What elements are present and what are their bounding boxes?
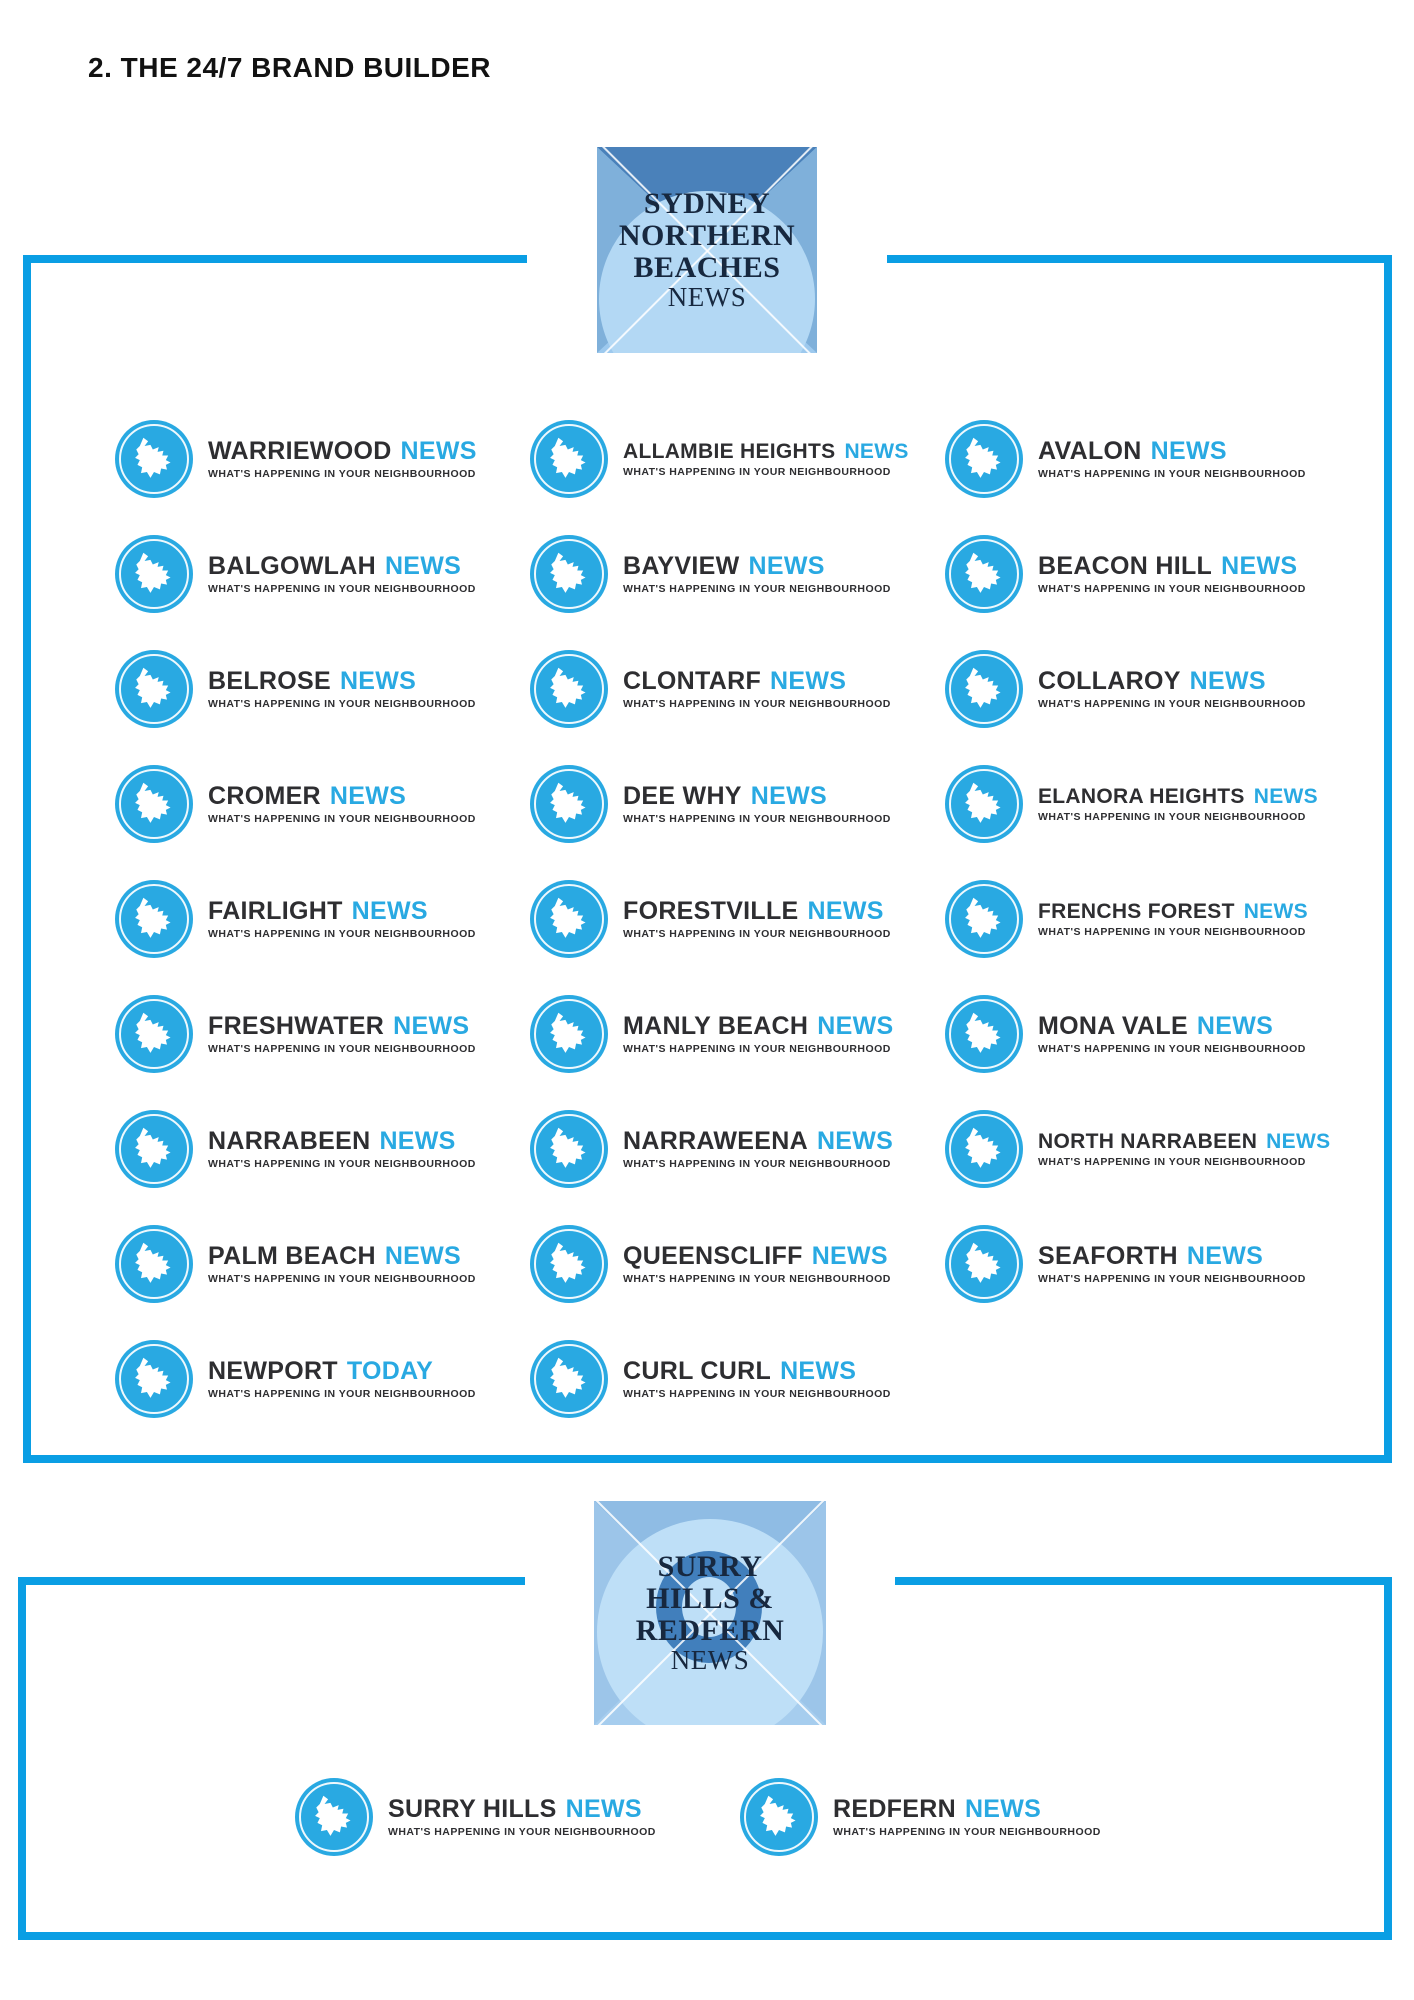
brand-suffix: NEWS	[770, 666, 847, 695]
brand-name-line	[388, 1794, 656, 1823]
brand-logo	[295, 1778, 740, 1856]
brand-name-line	[1038, 551, 1306, 580]
map-silhouette-icon	[128, 1008, 180, 1060]
brand-tagline: WHAT'S HAPPENING IN YOUR NEIGHBOURHOOD	[208, 1272, 476, 1285]
brand-name-line	[623, 1241, 891, 1270]
brand-text	[208, 1126, 476, 1170]
brand-suffix: NEWS	[351, 896, 428, 925]
badge-square	[597, 147, 817, 353]
map-silhouette-icon	[543, 1008, 595, 1060]
brand-logo-mark	[115, 650, 193, 728]
brand-logo-mark	[945, 535, 1023, 613]
brand-tagline: WHAT'S HAPPENING IN YOUR NEIGHBOURHOOD	[623, 465, 891, 478]
brand-logo-mark	[530, 765, 608, 843]
map-silhouette-icon	[543, 778, 595, 830]
brand-logo-mark	[115, 1340, 193, 1418]
brand-name: SEAFORTH	[1038, 1241, 1178, 1270]
brand-name: COLLAROY	[1038, 666, 1181, 695]
brand-tagline: WHAT'S HAPPENING IN YOUR NEIGHBOURHOOD	[623, 812, 891, 825]
brand-text	[1038, 1011, 1306, 1055]
brand-logo	[945, 1110, 1360, 1188]
brand-name-line	[208, 1011, 476, 1040]
brand-name: BEACON HILL	[1038, 551, 1213, 580]
brand-tagline: WHAT'S HAPPENING IN YOUR NEIGHBOURHOOD	[1038, 925, 1306, 938]
brand-suffix: NEWS	[329, 781, 407, 810]
brand-logo	[945, 880, 1360, 958]
brand-logo	[530, 765, 945, 843]
brand-text	[208, 666, 476, 710]
brand-logo	[530, 420, 945, 498]
brand-name: DEE WHY	[623, 781, 742, 810]
brand-name: BAYVIEW	[623, 551, 740, 580]
map-silhouette-icon	[543, 1238, 595, 1290]
brand-text	[623, 1356, 891, 1400]
map-silhouette-icon	[543, 1353, 595, 1405]
brand-name: SURRY HILLS	[388, 1794, 557, 1823]
map-silhouette-icon	[543, 1123, 595, 1175]
brand-logo	[740, 1778, 1185, 1856]
brand-logo	[115, 1110, 530, 1188]
brand-name: NARRABEEN	[208, 1126, 371, 1155]
brand-tagline: WHAT'S HAPPENING IN YOUR NEIGHBOURHOOD	[623, 927, 891, 940]
map-silhouette-icon	[128, 548, 180, 600]
badge-line: BEACHES	[633, 250, 781, 284]
brand-logo-mark	[530, 650, 608, 728]
brand-name-line	[1038, 666, 1306, 695]
brand-logo	[945, 1225, 1360, 1303]
brand-name-line	[1038, 1131, 1330, 1152]
map-silhouette-icon	[543, 663, 595, 715]
brand-name: WARRIEWOOD	[208, 436, 392, 465]
brand-name-line	[1038, 436, 1306, 465]
brand-tagline: WHAT'S HAPPENING IN YOUR NEIGHBOURHOOD	[208, 697, 476, 710]
brand-tagline: WHAT'S HAPPENING IN YOUR NEIGHBOURHOOD	[1038, 697, 1306, 710]
brand-text	[1038, 1131, 1330, 1168]
northern-beaches-brand-grid	[115, 420, 1360, 1416]
brand-logo-mark	[945, 420, 1023, 498]
brand-tagline: WHAT'S HAPPENING IN YOUR NEIGHBOURHOOD	[623, 1387, 891, 1400]
badge-line: NEWS	[667, 282, 747, 313]
brand-name-line	[623, 551, 891, 580]
brand-name: PALM BEACH	[208, 1241, 376, 1270]
brand-logo	[115, 995, 530, 1073]
brand-name: FRESHWATER	[208, 1011, 385, 1040]
brand-text	[623, 441, 909, 478]
brand-logo-mark	[945, 1225, 1023, 1303]
brand-name-line	[1038, 1241, 1306, 1270]
brand-suffix: NEWS	[1150, 436, 1227, 465]
brand-name: NARRAWEENA	[623, 1126, 808, 1155]
brand-suffix: NEWS	[816, 1126, 894, 1155]
map-silhouette-icon	[958, 1238, 1010, 1290]
map-silhouette-icon	[308, 1791, 360, 1843]
brand-logo	[530, 535, 945, 613]
brand-text	[388, 1794, 656, 1838]
brand-logo	[945, 765, 1360, 843]
brand-text	[208, 1241, 476, 1285]
brand-name: NORTH NARRABEEN	[1038, 1129, 1258, 1153]
map-silhouette-icon	[958, 1008, 1010, 1060]
map-silhouette-icon	[128, 663, 180, 715]
brand-logo-mark	[115, 420, 193, 498]
brand-name-line	[1038, 786, 1318, 807]
brand-logo-mark	[945, 1110, 1023, 1188]
brand-logo-mark	[115, 1225, 193, 1303]
brand-text	[208, 551, 476, 595]
brand-suffix: NEWS	[379, 1126, 456, 1155]
brand-name-line	[208, 896, 476, 925]
brand-logo-mark	[945, 995, 1023, 1073]
brand-text	[623, 1126, 894, 1170]
brand-suffix: NEWS	[811, 1241, 888, 1270]
brand-suffix: NEWS	[748, 551, 825, 580]
brand-logo	[115, 535, 530, 613]
brand-text	[623, 1011, 894, 1055]
brand-name-line	[208, 436, 477, 465]
brand-name: NEWPORT	[208, 1356, 338, 1385]
brand-text	[833, 1794, 1101, 1838]
brand-text	[208, 896, 476, 940]
brand-logo-mark	[530, 535, 608, 613]
brand-tagline: WHAT'S HAPPENING IN YOUR NEIGHBOURHOOD	[208, 1387, 476, 1400]
brand-logo	[115, 1225, 530, 1303]
brand-suffix: NEWS	[844, 439, 909, 463]
brand-name: BALGOWLAH	[208, 551, 376, 580]
brand-name: FORESTVILLE	[623, 896, 799, 925]
brand-logo	[530, 995, 945, 1073]
brand-suffix: NEWS	[1196, 1011, 1274, 1040]
brand-suffix: NEWS	[964, 1794, 1042, 1823]
map-silhouette-icon	[958, 433, 1010, 485]
brand-text	[208, 1356, 476, 1400]
map-silhouette-icon	[128, 1353, 180, 1405]
brand-logo-mark	[295, 1778, 373, 1856]
brand-name-line	[623, 896, 891, 925]
brand-suffix: NEWS	[1243, 899, 1308, 923]
brand-text	[623, 551, 891, 595]
brand-tagline: WHAT'S HAPPENING IN YOUR NEIGHBOURHOOD	[623, 1272, 891, 1285]
brand-logo-mark	[115, 995, 193, 1073]
map-silhouette-icon	[958, 893, 1010, 945]
brand-name-line	[1038, 901, 1308, 922]
brand-logo	[530, 1110, 945, 1188]
brand-logo	[530, 650, 945, 728]
page-title: 2. THE 24/7 BRAND BUILDER	[88, 52, 492, 83]
brand-logo	[115, 880, 530, 958]
brand-logo-mark	[530, 420, 608, 498]
brand-name-line	[208, 1241, 476, 1270]
brand-name-line	[208, 666, 476, 695]
brand-name-line	[1038, 1011, 1306, 1040]
brand-suffix: NEWS	[339, 666, 417, 695]
brand-text	[623, 1241, 891, 1285]
brand-name-line	[623, 1126, 894, 1155]
brand-suffix: NEWS	[807, 896, 884, 925]
map-silhouette-icon	[753, 1791, 805, 1843]
brand-name: MONA VALE	[1038, 1011, 1188, 1040]
brand-tagline: WHAT'S HAPPENING IN YOUR NEIGHBOURHOOD	[623, 1157, 891, 1170]
brand-tagline: WHAT'S HAPPENING IN YOUR NEIGHBOURHOOD	[388, 1825, 656, 1838]
brand-logo-mark	[945, 880, 1023, 958]
brand-tagline: WHAT'S HAPPENING IN YOUR NEIGHBOURHOOD	[1038, 1155, 1306, 1168]
brand-logo-mark	[530, 880, 608, 958]
brand-tagline: WHAT'S HAPPENING IN YOUR NEIGHBOURHOOD	[1038, 467, 1306, 480]
brand-suffix: NEWS	[393, 1011, 470, 1040]
badge-line: NEWS	[670, 1645, 750, 1676]
brand-text	[1038, 436, 1306, 480]
brand-name: ALLAMBIE HEIGHTS	[623, 439, 836, 463]
brand-text	[623, 896, 891, 940]
brand-name-line	[623, 666, 891, 695]
map-silhouette-icon	[543, 548, 595, 600]
brand-name: AVALON	[1038, 436, 1142, 465]
brand-logo-mark	[115, 1110, 193, 1188]
brand-logo-mark	[945, 650, 1023, 728]
brand-name-line	[623, 1356, 891, 1385]
brand-tagline: WHAT'S HAPPENING IN YOUR NEIGHBOURHOOD	[623, 582, 891, 595]
brand-logo	[945, 650, 1360, 728]
brand-name: QUEENSCLIFF	[623, 1241, 803, 1270]
brand-tagline: WHAT'S HAPPENING IN YOUR NEIGHBOURHOOD	[208, 1157, 476, 1170]
brand-logo	[115, 650, 530, 728]
brand-name: CLONTARF	[623, 666, 762, 695]
brand-tagline: WHAT'S HAPPENING IN YOUR NEIGHBOURHOOD	[833, 1825, 1101, 1838]
brand-tagline: WHAT'S HAPPENING IN YOUR NEIGHBOURHOOD	[208, 582, 476, 595]
badge-line: HILLS &	[646, 1581, 774, 1615]
brand-tagline: WHAT'S HAPPENING IN YOUR NEIGHBOURHOOD	[208, 467, 476, 480]
badge-line: REDFERN	[635, 1613, 785, 1647]
map-silhouette-icon	[958, 1123, 1010, 1175]
brand-name: ELANORA HEIGHTS	[1038, 784, 1245, 808]
brand-logo	[115, 1340, 530, 1418]
brand-name: CURL CURL	[623, 1356, 772, 1385]
map-silhouette-icon	[128, 433, 180, 485]
brand-logo-mark	[740, 1778, 818, 1856]
map-silhouette-icon	[543, 893, 595, 945]
badge-line: SURRY	[657, 1550, 763, 1583]
brand-tagline: WHAT'S HAPPENING IN YOUR NEIGHBOURHOOD	[208, 812, 476, 825]
map-silhouette-icon	[128, 893, 180, 945]
brand-suffix: NEWS	[1266, 1129, 1331, 1153]
brand-logo-mark	[530, 1110, 608, 1188]
brand-logo	[530, 1340, 945, 1418]
brand-logo-mark	[115, 880, 193, 958]
brand-logo	[115, 765, 530, 843]
brand-logo-mark	[530, 1225, 608, 1303]
surry-hills-redfern-badge	[525, 1468, 895, 1758]
brand-text	[623, 666, 891, 710]
brand-text	[208, 436, 477, 480]
map-silhouette-icon	[958, 548, 1010, 600]
brand-name-line	[208, 781, 476, 810]
badge-line: SYDNEY	[643, 187, 771, 220]
brand-text	[1038, 786, 1318, 823]
northern-beaches-badge	[527, 110, 887, 390]
brand-suffix: NEWS	[384, 551, 462, 580]
brand-name-line	[623, 1011, 894, 1040]
map-silhouette-icon	[958, 778, 1010, 830]
badge-title	[594, 1501, 826, 1725]
brand-suffix: NEWS	[1221, 551, 1298, 580]
brand-name-line	[208, 1126, 476, 1155]
brand-suffix: NEWS	[817, 1011, 894, 1040]
surry-hills-redfern-brand-row	[295, 1778, 1185, 1856]
brand-logo	[945, 420, 1360, 498]
badge-square	[594, 1501, 826, 1725]
brand-tagline: WHAT'S HAPPENING IN YOUR NEIGHBOURHOOD	[208, 1042, 476, 1055]
brand-text	[208, 1011, 476, 1055]
brand-tagline: WHAT'S HAPPENING IN YOUR NEIGHBOURHOOD	[1038, 1272, 1306, 1285]
brand-suffix: TODAY	[346, 1356, 434, 1385]
map-silhouette-icon	[128, 778, 180, 830]
brand-tagline: WHAT'S HAPPENING IN YOUR NEIGHBOURHOOD	[623, 1042, 891, 1055]
brand-text	[1038, 666, 1306, 710]
brand-tagline: WHAT'S HAPPENING IN YOUR NEIGHBOURHOOD	[1038, 1042, 1306, 1055]
brand-name: FRENCHS FOREST	[1038, 899, 1235, 923]
brand-suffix: NEWS	[780, 1356, 857, 1385]
brand-text	[208, 781, 476, 825]
map-silhouette-icon	[128, 1123, 180, 1175]
brand-logo	[530, 880, 945, 958]
brand-text	[623, 781, 891, 825]
brand-logo-mark	[115, 535, 193, 613]
brand-logo-mark	[530, 1340, 608, 1418]
brand-text	[1038, 901, 1308, 938]
badge-title	[597, 147, 817, 353]
brand-text	[1038, 551, 1306, 595]
brand-logo	[530, 1225, 945, 1303]
brand-name: MANLY BEACH	[623, 1011, 809, 1040]
brand-suffix: NEWS	[400, 436, 477, 465]
brand-name: FAIRLIGHT	[208, 896, 343, 925]
brand-logo-mark	[945, 765, 1023, 843]
brand-tagline: WHAT'S HAPPENING IN YOUR NEIGHBOURHOOD	[623, 697, 891, 710]
map-silhouette-icon	[128, 1238, 180, 1290]
brand-logo	[115, 420, 530, 498]
brand-name: CROMER	[208, 781, 321, 810]
brand-name-line	[623, 781, 891, 810]
brand-tagline: WHAT'S HAPPENING IN YOUR NEIGHBOURHOOD	[208, 927, 476, 940]
brand-logo-mark	[530, 995, 608, 1073]
brand-name-line	[208, 1356, 476, 1385]
map-silhouette-icon	[543, 433, 595, 485]
brand-text	[1038, 1241, 1306, 1285]
brand-tagline: WHAT'S HAPPENING IN YOUR NEIGHBOURHOOD	[1038, 582, 1306, 595]
brand-logo	[945, 535, 1360, 613]
brand-name: BELROSE	[208, 666, 331, 695]
brand-suffix: NEWS	[1186, 1241, 1264, 1270]
brand-name: REDFERN	[833, 1794, 956, 1823]
brand-suffix: NEWS	[750, 781, 827, 810]
brand-name-line	[833, 1794, 1101, 1823]
badge-line: NORTHERN	[618, 218, 796, 252]
brand-suffix: NEWS	[1189, 666, 1266, 695]
brand-suffix: NEWS	[384, 1241, 462, 1270]
map-silhouette-icon	[958, 663, 1010, 715]
brand-logo	[945, 995, 1360, 1073]
brand-suffix: NEWS	[565, 1794, 642, 1823]
brand-tagline: WHAT'S HAPPENING IN YOUR NEIGHBOURHOOD	[1038, 810, 1306, 823]
brand-suffix: NEWS	[1253, 784, 1318, 808]
brand-logo-mark	[115, 765, 193, 843]
brand-name-line	[623, 441, 909, 462]
brand-name-line	[208, 551, 476, 580]
